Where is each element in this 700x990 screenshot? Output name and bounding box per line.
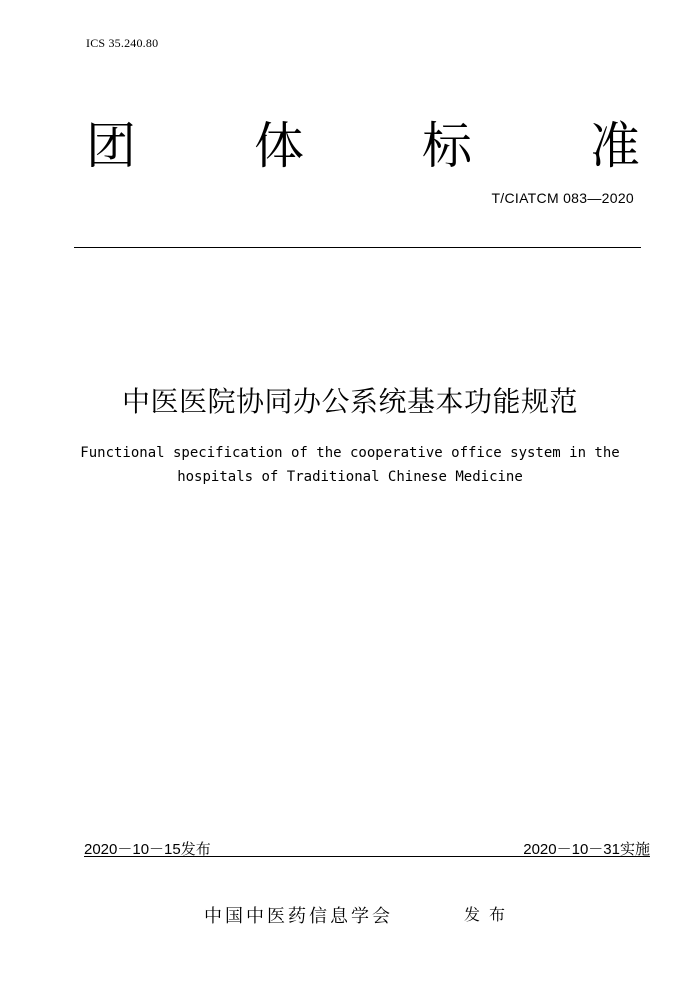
english-title xyxy=(0,441,700,489)
publisher-name: 中国中医药信息学会 xyxy=(204,906,393,927)
doc-type-char-2: 体 xyxy=(254,117,304,175)
implementation-date: 2020－10－31实施 xyxy=(523,841,650,858)
footer-divider xyxy=(84,856,650,857)
document-type-title xyxy=(86,114,640,178)
doc-type-char-3: 标 xyxy=(422,117,472,175)
chinese-title: 中医医院协同办公系统基本功能规范 xyxy=(121,385,578,418)
ics-code: ICS 35.240.80 xyxy=(86,36,159,50)
doc-type-char-1: 团 xyxy=(86,117,136,175)
publish-label: 发布 xyxy=(464,905,515,924)
doc-type-char-4: 准 xyxy=(590,117,640,175)
issue-date: 2020－10－15发布 xyxy=(84,841,211,858)
english-title-line-2: hospitals of Traditional Chinese Medicine xyxy=(177,469,523,485)
header-divider xyxy=(74,247,641,248)
english-title-line-1: Functional specification of the cooperative office system in the xyxy=(80,445,620,461)
standard-number: T/CIATCM 083—2020 xyxy=(491,190,634,206)
